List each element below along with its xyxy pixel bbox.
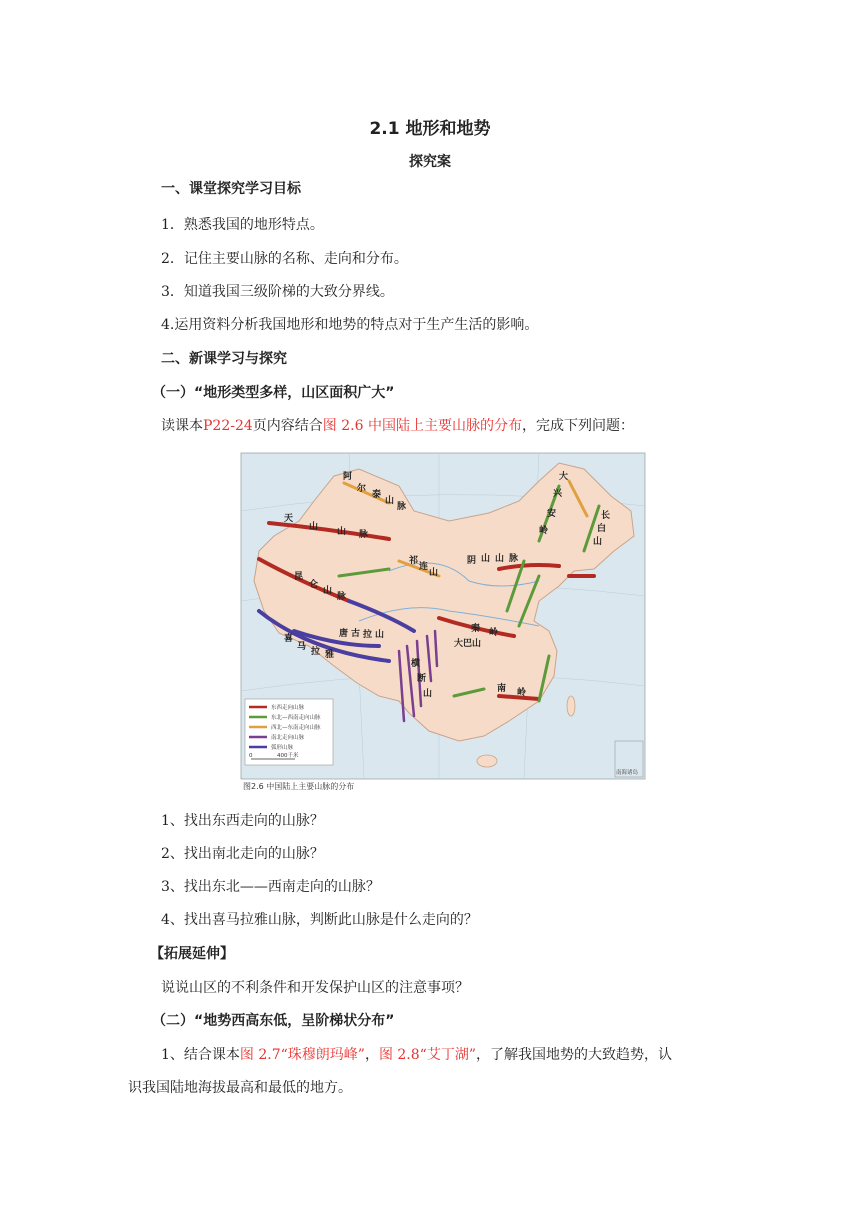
svg-text:岭: 岭 bbox=[539, 526, 549, 536]
extension-heading: 【拓展延伸】 bbox=[150, 946, 234, 962]
svg-text:断: 断 bbox=[417, 674, 427, 684]
svg-text:兴: 兴 bbox=[553, 489, 563, 499]
inset-label: 南海诸岛 bbox=[616, 770, 639, 776]
question-4: 4、找出喜马拉雅山脉，判断此山脉是什么走向的？ bbox=[161, 912, 478, 928]
svg-text:阴: 阴 bbox=[467, 556, 477, 566]
map-legend bbox=[245, 699, 333, 765]
extension-text: 说说山区的不利条件和开发保护山区的注意事项？ bbox=[161, 980, 469, 996]
svg-text:脉: 脉 bbox=[359, 530, 369, 540]
figure-caption: 图2.6 中国陆上主要山脉的分布 bbox=[243, 782, 355, 791]
svg-text:南: 南 bbox=[497, 684, 507, 694]
svg-text:泰: 泰 bbox=[372, 490, 382, 500]
svg-text:唐: 唐 bbox=[339, 629, 349, 639]
paragraph-text: 1、结合课本 bbox=[161, 1047, 240, 1063]
svg-text:安: 安 bbox=[547, 509, 557, 519]
question-1: 1、找出东西走向的山脉？ bbox=[161, 813, 324, 829]
figure-reference: 图 2.7“珠穆朗玛峰” bbox=[239, 1047, 365, 1063]
svg-text:岭: 岭 bbox=[489, 628, 499, 638]
svg-text:昆: 昆 bbox=[294, 572, 304, 582]
svg-text:阿: 阿 bbox=[343, 472, 353, 482]
svg-text:秦: 秦 bbox=[471, 624, 481, 634]
svg-text:长: 长 bbox=[601, 511, 611, 521]
objective-item: 3．知道我国三级阶梯的大致分界线。 bbox=[161, 284, 394, 300]
svg-text:横: 横 bbox=[411, 659, 421, 669]
section1-heading: 一、课堂探究学习目标 bbox=[161, 181, 301, 197]
intro-text: 页内容结合 bbox=[252, 418, 323, 434]
svg-text:大: 大 bbox=[559, 472, 569, 482]
svg-text:连: 连 bbox=[419, 562, 429, 572]
svg-text:雅: 雅 bbox=[325, 650, 335, 660]
svg-text:脉: 脉 bbox=[509, 554, 519, 564]
figure-reference: 图 2.8“艾丁湖” bbox=[378, 1047, 476, 1063]
svg-text:喜: 喜 bbox=[284, 634, 294, 644]
svg-text:拉: 拉 bbox=[363, 630, 373, 640]
question-2: 2、找出南北走向的山脉？ bbox=[161, 846, 324, 862]
svg-text:山: 山 bbox=[309, 522, 319, 532]
svg-text:马: 马 bbox=[297, 642, 307, 652]
paragraph-text: ， bbox=[364, 1047, 379, 1063]
objective-item: 1．熟悉我国的地形特点。 bbox=[161, 217, 324, 233]
svg-text:山: 山 bbox=[375, 630, 385, 640]
legend-ew: 东西走向山脉 bbox=[271, 705, 305, 711]
svg-text:山: 山 bbox=[385, 496, 395, 506]
legend-ne-sw: 东北—西南走向山脉 bbox=[271, 715, 321, 721]
paragraph-text: ，了解我国地势的大致趋势，认 bbox=[475, 1047, 672, 1063]
page-reference: P22-24 bbox=[203, 418, 253, 434]
svg-text:山: 山 bbox=[481, 554, 491, 564]
svg-text:脉: 脉 bbox=[397, 502, 407, 512]
page-subtitle: 探究案 bbox=[409, 154, 451, 170]
svg-text:祁: 祁 bbox=[409, 556, 419, 566]
legend-nw-se: 西北—东南走向山脉 bbox=[271, 725, 321, 731]
svg-text:山: 山 bbox=[423, 689, 433, 699]
part1-heading: （一）“地形类型多样，山区面积广大” bbox=[152, 385, 395, 401]
part2-heading: （二）“地势西高东低，呈阶梯状分布” bbox=[152, 1013, 395, 1029]
part1-intro bbox=[161, 417, 634, 435]
question-3: 3、找出东北——西南走向的山脉？ bbox=[161, 879, 380, 895]
svg-text:大巴山: 大巴山 bbox=[454, 639, 482, 649]
svg-text:古: 古 bbox=[351, 629, 361, 639]
svg-text:拉: 拉 bbox=[311, 647, 321, 657]
part2-paragraph bbox=[161, 1046, 672, 1064]
svg-text:山: 山 bbox=[323, 586, 333, 596]
part2-paragraph-line2: 识我国陆地海拔最高和最低的地方。 bbox=[128, 1080, 352, 1096]
svg-text:山: 山 bbox=[495, 554, 505, 564]
svg-text:山: 山 bbox=[429, 568, 439, 578]
svg-text:白: 白 bbox=[597, 524, 607, 534]
svg-text:脉: 脉 bbox=[337, 592, 347, 602]
svg-text:天: 天 bbox=[284, 514, 294, 524]
svg-text:尔: 尔 bbox=[357, 484, 367, 494]
objective-item: 2．记住主要山脉的名称、走向和分布。 bbox=[161, 251, 408, 267]
intro-text: ，完成下列问题： bbox=[521, 418, 634, 434]
svg-text:岭: 岭 bbox=[517, 688, 527, 698]
legend-arc: 弧形山脉 bbox=[271, 745, 294, 751]
scale-zero: 0 bbox=[249, 753, 253, 759]
section2-heading: 二、新课学习与探究 bbox=[161, 351, 287, 367]
legend-ns: 南北走向山脉 bbox=[271, 735, 305, 741]
page-title: 2.1 地形和地势 bbox=[369, 119, 491, 139]
figure-reference: 图 2.6 中国陆上主要山脉的分布 bbox=[322, 418, 522, 434]
svg-text:山: 山 bbox=[593, 537, 603, 547]
objective-item: 4.运用资料分析我国地形和地势的特点对于生产生活的影响。 bbox=[161, 317, 539, 333]
scale-label: 400千米 bbox=[277, 753, 299, 759]
intro-text: 读课本 bbox=[161, 418, 203, 434]
china-mountain-map bbox=[239, 451, 647, 793]
svg-text:山: 山 bbox=[337, 527, 347, 537]
svg-text:仑: 仑 bbox=[309, 580, 319, 590]
